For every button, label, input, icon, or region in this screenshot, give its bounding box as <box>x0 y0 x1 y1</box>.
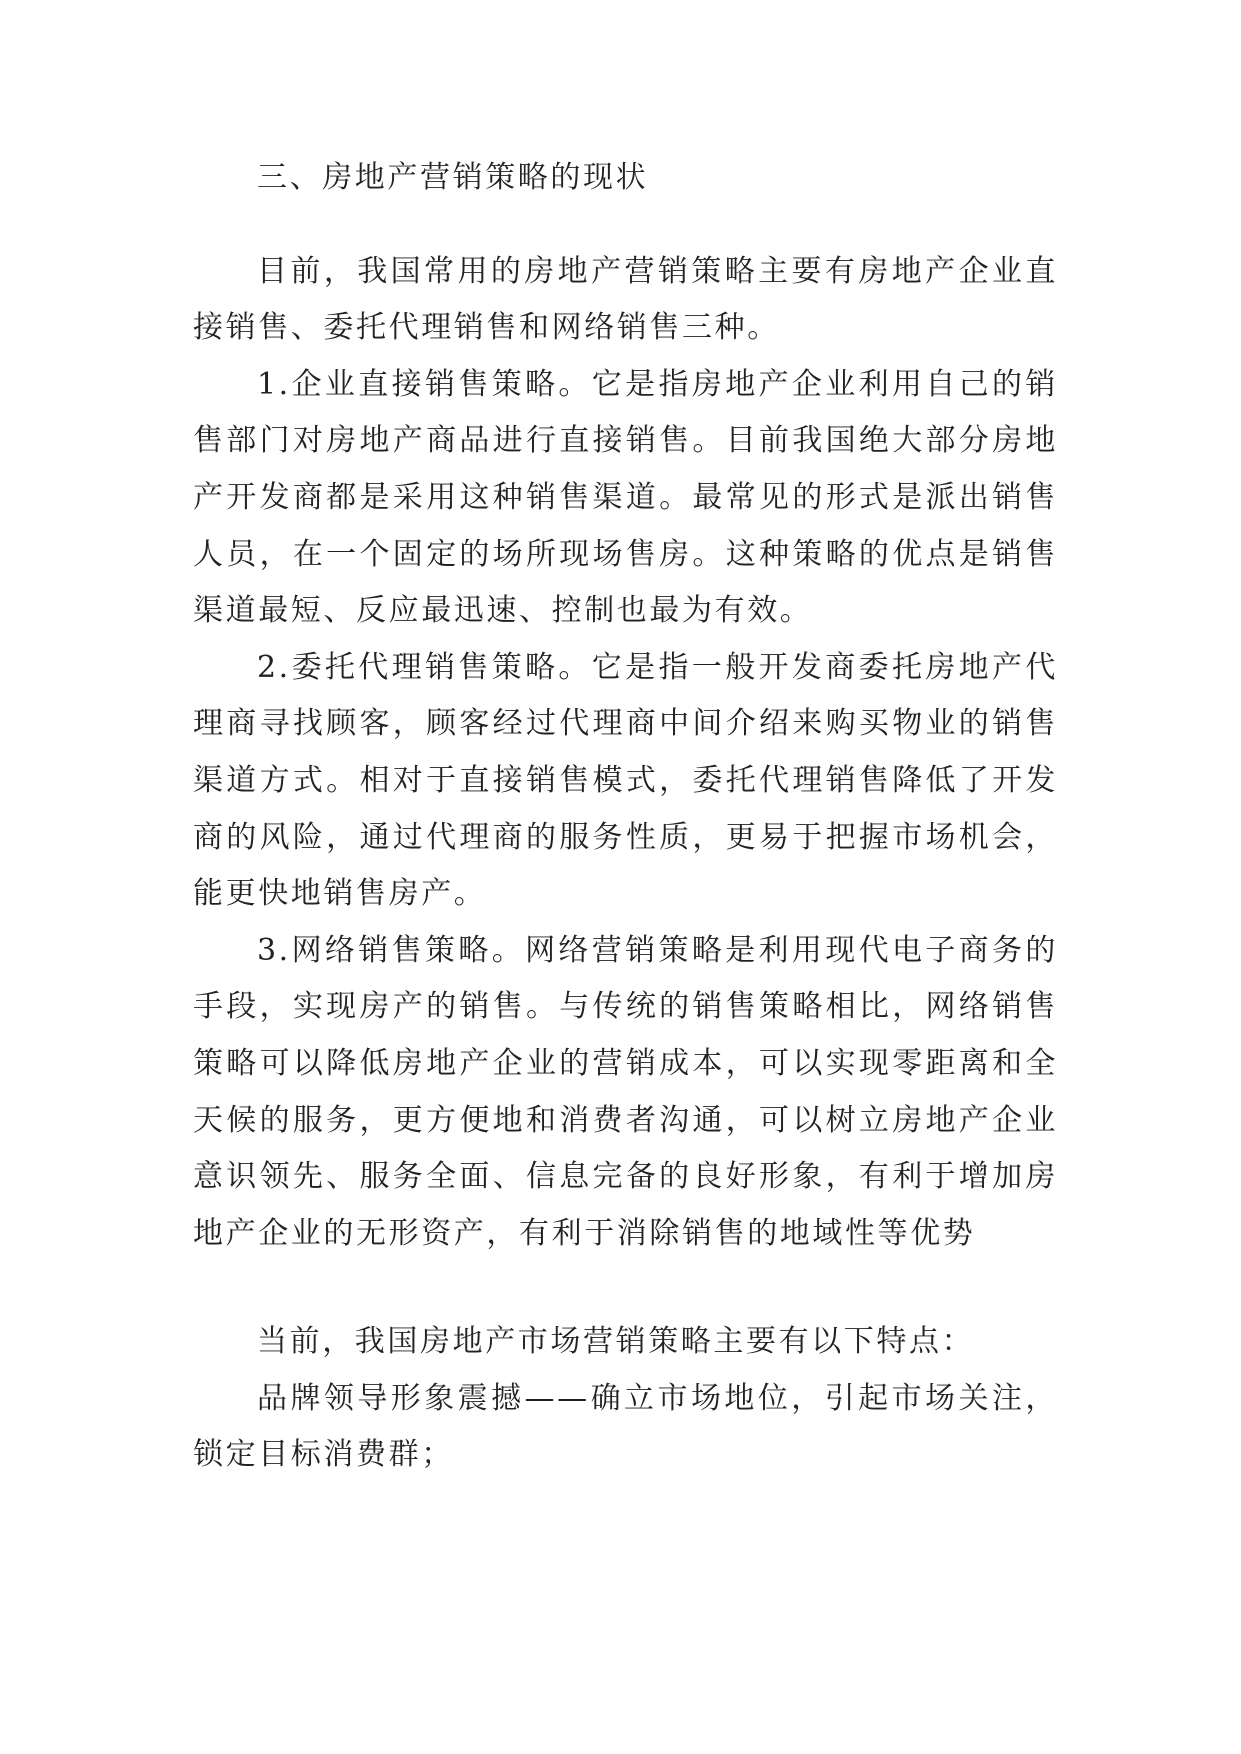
paragraph-direct-sales: 1.企业直接销售策略。它是指房地产企业利用自己的销售部门对房地产商品进行直接销售。目前我国绝大部分房地产开发商都是采用这种销售渠道。最常见的形式是派出销售人员，在一个固定的场所现场售房。这种策略的优点是销售渠道最短、反应最迅速、控制也最为有效。 <box>193 366 1058 629</box>
paragraph-intro: 目前，我国常用的房地产营销策略主要有房地产企业直接销售、委托代理销售和网络销售三种。 <box>193 253 1058 346</box>
paragraph-agency-sales: 2.委托代理销售策略。它是指一般开发商委托房地产代理商寻找顾客，顾客经过代理商中间介绍来购买物业的销售渠道方式。相对于直接销售模式，委托代理销售降低了开发商的风险，通过代理商的服务性质，更易于把握市场机会，能更快地销售房产。 <box>193 649 1058 912</box>
paragraph-brand-leadership: 品牌领导形象震撼——确立市场地位，引起市场关注，锁定目标消费群； <box>193 1380 1058 1473</box>
document-body <box>193 150 1058 1484</box>
section-heading: 三、房地产营销策略的现状 <box>257 160 649 195</box>
paragraph-features-intro: 当前，我国房地产市场营销策略主要有以下特点： <box>257 1324 975 1360</box>
paragraph-online-sales: 3.网络销售策略。网络营销策略是利用现代电子商务的手段，实现房产的销售。与传统的销售策略相比，网络销售策略可以降低房地产企业的营销成本，可以实现零距离和全天候的服务，更方便地和消费者沟通，可以树立房地产企业意识领先、服务全面、信息完备的良好形象，有利于增加房地产企业的无形资产，有利于消除销售的地域性等优势 <box>193 932 1058 1251</box>
